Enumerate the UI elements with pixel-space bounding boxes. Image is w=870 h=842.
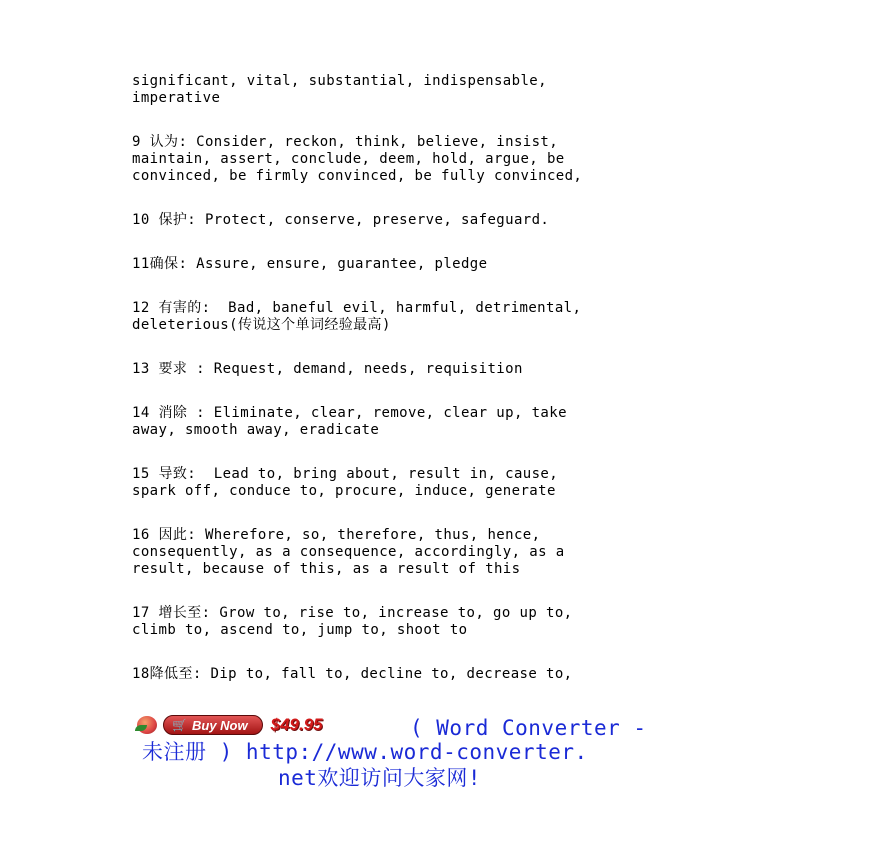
list-item: significant, vital, substantial, indispensable, imperative (132, 73, 547, 106)
list-item: 13 要求 : Request, demand, needs, requisition (132, 361, 523, 377)
watermark-footer (0, 712, 870, 802)
list-item: 10 保护: Protect, conserve, preserve, safeguard. (132, 212, 550, 228)
buy-now-button[interactable] (163, 715, 263, 735)
list-item: 17 增长至: Grow to, rise to, increase to, go up to, climb to, ascend to, jump to, shoot to (132, 605, 573, 638)
converter-notice-line-1: ( Word Converter - (410, 716, 647, 740)
buy-now-label: Buy Now (192, 717, 248, 733)
list-item: 18降低至: Dip to, fall to, decline to, decrease to, (132, 666, 573, 682)
list-item: 12 有害的: Bad, baneful evil, harmful, detrimental, deleterious(传说这个单词经验最高) (132, 300, 582, 333)
list-item: 9 认为: Consider, reckon, think, believe, insist, maintain, assert, conclude, deem, hold, argue, be convinced, be firmly convinced, be fully convinced, (132, 134, 583, 184)
list-item: 15 导致: Lead to, bring about, result in, cause, spark off, conduce to, procure, induce, generate (132, 466, 559, 499)
converter-link-line-2[interactable]: 未注册 ) http://www.word-converter. (142, 740, 588, 764)
converter-link-line-3[interactable]: net欢迎访问大家网! (278, 766, 482, 790)
shopping-cart-icon: 🛒 (172, 718, 187, 732)
list-item: 16 因此: Wherefore, so, therefore, thus, hence, consequently, as a consequence, accordingly, as a result, because of this, as a result of this (132, 527, 565, 577)
list-item: 14 消除 : Eliminate, clear, remove, clear up, take away, smooth away, eradicate (132, 405, 567, 438)
list-item: 11确保: Assure, ensure, guarantee, pledge (132, 256, 488, 272)
fruit-logo-icon (135, 714, 161, 736)
price-label: $49.95 (270, 715, 323, 734)
buy-row (135, 712, 323, 738)
synonym-list (132, 73, 732, 683)
